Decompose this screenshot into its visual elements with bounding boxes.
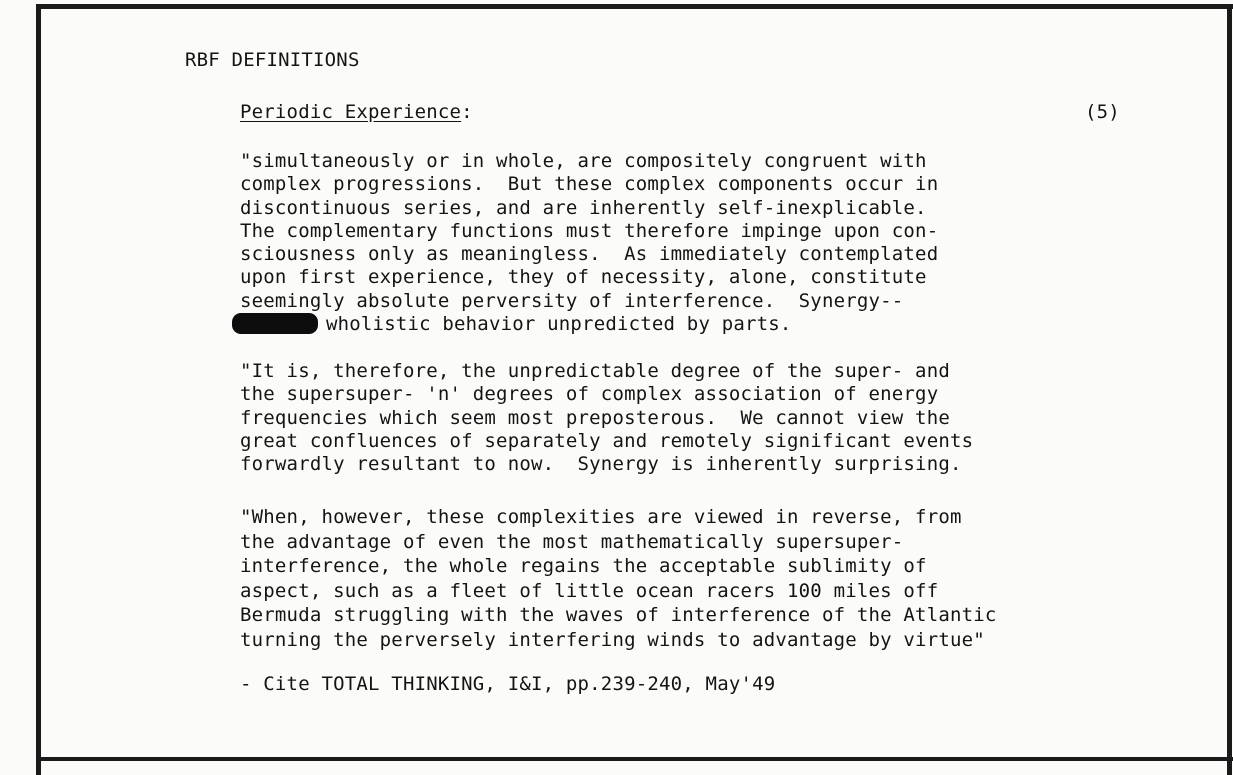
card-border-bottom — [36, 757, 1233, 761]
text-line: aspect, such as a fleet of little ocean racers 100 miles off — [240, 579, 939, 602]
text-line: upon first experience, they of necessity, alone, constitute — [240, 266, 927, 289]
card-number: (5) — [1085, 101, 1120, 123]
text-line: "It is, therefore, the unpredictable degree of the super- and — [240, 360, 950, 382]
card-border-left — [36, 4, 41, 775]
text-line: complex progressions. But these complex components occur in — [240, 173, 939, 196]
card-border-right — [1227, 4, 1232, 775]
text-line: The complementary functions must therefore impinge upon con- — [240, 219, 939, 242]
text-line: seemingly absolute perversity of interference. Synergy-- — [240, 289, 904, 312]
paragraph-2 — [240, 360, 1200, 476]
text-line: turning the perversely interfering winds to advantage by virtue" — [240, 628, 985, 651]
document-heading: RBF DEFINITIONS — [185, 49, 360, 71]
text-line: the supersuper- 'n' degrees of complex association of energy — [240, 383, 939, 406]
text-line: wholistic behavior unpredicted by parts. — [326, 313, 792, 336]
text-line: interference, the whole regains the acceptable sublimity of — [240, 555, 927, 577]
text-line: "When, however, these complexities are viewed in reverse, from — [240, 506, 962, 528]
text-line: frequencies which seem most preposterous. We cannot view the — [240, 406, 950, 429]
citation: - Cite TOTAL THINKING, I&I, pp.239-240, May'49 — [240, 673, 776, 695]
definition-term-colon: : — [461, 101, 473, 123]
text-line: forwardly resultant to now. Synergy is inherently surprising. — [240, 453, 962, 476]
card-border-top — [40, 4, 1233, 9]
paragraph-1 — [240, 150, 1200, 336]
text-line: discontinuous series, and are inherently self-inexplicable. — [240, 196, 927, 219]
paragraph-3 — [240, 505, 1200, 652]
definition-term-text: Periodic Experience — [240, 101, 462, 123]
text-line: Bermuda struggling with the waves of interference of the Atlantic — [240, 604, 997, 626]
text-line: sciousness only as meaningless. As immediately contemplated — [240, 243, 939, 266]
text-line: the advantage of even the most mathematically supersuper- — [240, 530, 904, 553]
text-line: "simultaneously or in whole, are compositely congruent with — [240, 150, 927, 172]
text-line: great confluences of separately and remotely significant events — [240, 429, 974, 452]
definition-term — [240, 101, 473, 123]
